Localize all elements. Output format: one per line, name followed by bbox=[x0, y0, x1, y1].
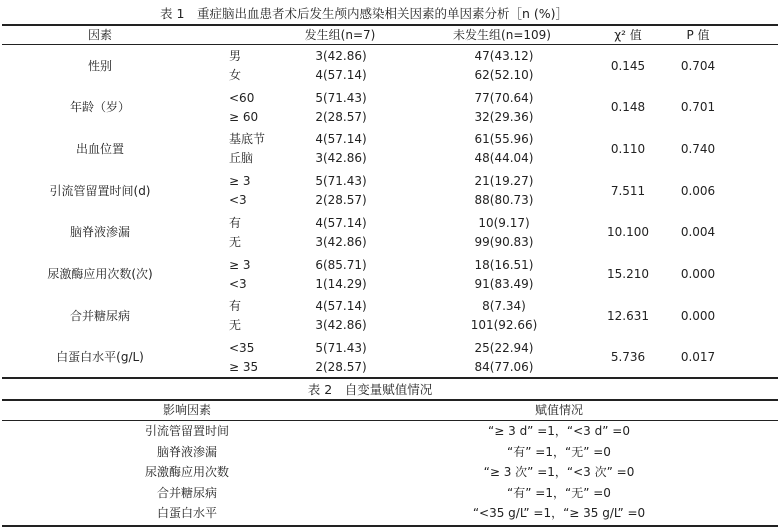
factor-name: 脑脊液渗漏 bbox=[156, 444, 218, 459]
not-infected-count: 8(7.34) bbox=[482, 299, 526, 314]
p-value: 0.000 bbox=[680, 308, 716, 323]
chi2-value: 0.145 bbox=[610, 58, 646, 73]
level-label: 无 bbox=[229, 318, 242, 333]
level-label: <3 bbox=[229, 276, 247, 291]
not-infected-count: 101(92.66) bbox=[470, 318, 538, 333]
chi2-value: 0.148 bbox=[610, 100, 646, 115]
factor-name: 性别 bbox=[87, 58, 113, 73]
table1-header-rule bbox=[2, 44, 778, 45]
p-value: 0.017 bbox=[680, 350, 716, 365]
not-infected-count: 61(55.96) bbox=[474, 132, 534, 147]
level-label: 男 bbox=[229, 49, 242, 63]
factor-name: 出血位置 bbox=[75, 141, 125, 156]
not-infected-count: 21(19.27) bbox=[474, 174, 534, 189]
level-label: 女 bbox=[229, 68, 242, 82]
factor-name: 白蛋白水平(g/L) bbox=[56, 350, 144, 365]
not-infected-count: 88(80.73) bbox=[474, 193, 534, 208]
p-value: 0.701 bbox=[680, 100, 716, 115]
infected-count: 3(42.86) bbox=[315, 234, 367, 249]
factor-name: 年龄（岁） bbox=[69, 100, 131, 115]
p-value: 0.704 bbox=[680, 58, 716, 73]
chi2-value: 12.631 bbox=[607, 308, 649, 323]
not-infected-count: 99(90.83) bbox=[474, 234, 534, 249]
infected-count: 3(42.86) bbox=[315, 318, 367, 333]
p-value: 0.000 bbox=[680, 267, 716, 281]
table1-caption: 表 1 重症脑出血患者术后发生颅内感染相关因素的单因素分析［n (%)］ bbox=[160, 6, 568, 21]
factor-name: 合并糖尿病 bbox=[69, 308, 131, 323]
infected-count: 2(28.57) bbox=[315, 193, 367, 208]
p-value: 0.004 bbox=[680, 225, 716, 240]
infected-count: 2(28.57) bbox=[315, 359, 367, 374]
assignment-value: “≥ 3 d” =1，“<3 d” =0 bbox=[488, 424, 630, 438]
factor-name: 引流管留置时间 bbox=[144, 424, 230, 438]
chi2-value: 5.736 bbox=[610, 350, 646, 365]
factor-name: 白蛋白水平 bbox=[156, 506, 218, 521]
level-label: 有 bbox=[229, 215, 242, 230]
level-label: ≥ 3 bbox=[229, 174, 251, 189]
level-label: 无 bbox=[229, 234, 242, 249]
assignment-value: “≥ 3 次” =1，“<3 次” =0 bbox=[483, 465, 635, 480]
infected-count: 1(14.29) bbox=[315, 276, 367, 291]
infected-count: 4(57.14) bbox=[315, 132, 367, 147]
infected-count: 6(85.71) bbox=[315, 257, 367, 272]
infected-count: 5(71.43) bbox=[315, 90, 367, 105]
level-label: ≥ 3 bbox=[229, 257, 251, 272]
table1-header-factor: 因素 bbox=[87, 28, 113, 42]
assignment-value: “<35 g/L” =1，“≥ 35 g/L” =0 bbox=[472, 506, 646, 521]
level-label: ≥ 60 bbox=[229, 109, 259, 124]
not-infected-count: 91(83.49) bbox=[474, 276, 534, 291]
not-infected-count: 84(77.06) bbox=[474, 359, 534, 374]
level-label: 丘脑 bbox=[229, 151, 254, 166]
infected-count: 5(71.43) bbox=[315, 340, 367, 355]
level-label: <60 bbox=[229, 90, 255, 105]
level-label: 有 bbox=[229, 299, 242, 314]
level-label: <35 bbox=[229, 340, 255, 355]
table1-header-not-infected: 未发生组(n=109) bbox=[453, 28, 551, 42]
chi2-value: 0.110 bbox=[610, 141, 646, 156]
not-infected-count: 48(44.04) bbox=[474, 151, 534, 166]
assignment-value: “有” =1，“无” =0 bbox=[507, 444, 611, 459]
infected-count: 5(71.43) bbox=[315, 174, 367, 189]
table1-header-chi2: χ² 值 bbox=[614, 28, 642, 42]
p-value: 0.006 bbox=[680, 183, 716, 198]
table1-header-infected: 发生组(n=7) bbox=[304, 28, 376, 42]
infected-count: 4(57.14) bbox=[315, 215, 367, 230]
not-infected-count: 32(29.36) bbox=[474, 109, 534, 124]
infected-count: 2(28.57) bbox=[315, 109, 367, 124]
table2-header-factor: 影响因素 bbox=[162, 403, 212, 417]
table2-bottom-rule bbox=[2, 525, 778, 527]
level-label: ≥ 35 bbox=[229, 359, 259, 374]
p-value: 0.740 bbox=[680, 141, 716, 156]
not-infected-count: 18(16.51) bbox=[474, 257, 534, 272]
factor-name: 脑脊液渗漏 bbox=[69, 225, 131, 240]
assignment-value: “有” =1，“无” =0 bbox=[507, 485, 611, 500]
infected-count: 3(42.86) bbox=[315, 151, 367, 166]
not-infected-count: 47(43.12) bbox=[474, 49, 534, 63]
chi2-value: 15.210 bbox=[607, 267, 649, 281]
not-infected-count: 62(52.10) bbox=[474, 68, 534, 82]
factor-name: 尿激酶应用次数 bbox=[144, 465, 230, 480]
infected-count: 4(57.14) bbox=[315, 68, 367, 82]
table1-header-p: P 值 bbox=[686, 28, 710, 42]
table2-caption: 表 2 自变量赋值情况 bbox=[307, 382, 433, 397]
infected-count: 4(57.14) bbox=[315, 299, 367, 314]
level-label: <3 bbox=[229, 193, 247, 208]
table2-header-assignment: 赋值情况 bbox=[534, 403, 584, 417]
not-infected-count: 77(70.64) bbox=[474, 90, 534, 105]
not-infected-count: 10(9.17) bbox=[478, 215, 530, 230]
table1-bottom-rule bbox=[2, 377, 778, 379]
table2-header-rule bbox=[2, 420, 778, 421]
chi2-value: 10.100 bbox=[607, 225, 649, 240]
not-infected-count: 25(22.94) bbox=[474, 340, 534, 355]
table1-top-rule bbox=[2, 24, 778, 26]
chi2-value: 7.511 bbox=[610, 183, 646, 198]
factor-name: 尿激酶应用次数(次) bbox=[47, 267, 153, 281]
level-label: 基底节 bbox=[229, 132, 266, 147]
factor-name: 合并糖尿病 bbox=[156, 485, 218, 500]
table2-top-rule bbox=[2, 399, 778, 401]
factor-name: 引流管留置时间(d) bbox=[49, 183, 151, 198]
infected-count: 3(42.86) bbox=[315, 49, 367, 63]
